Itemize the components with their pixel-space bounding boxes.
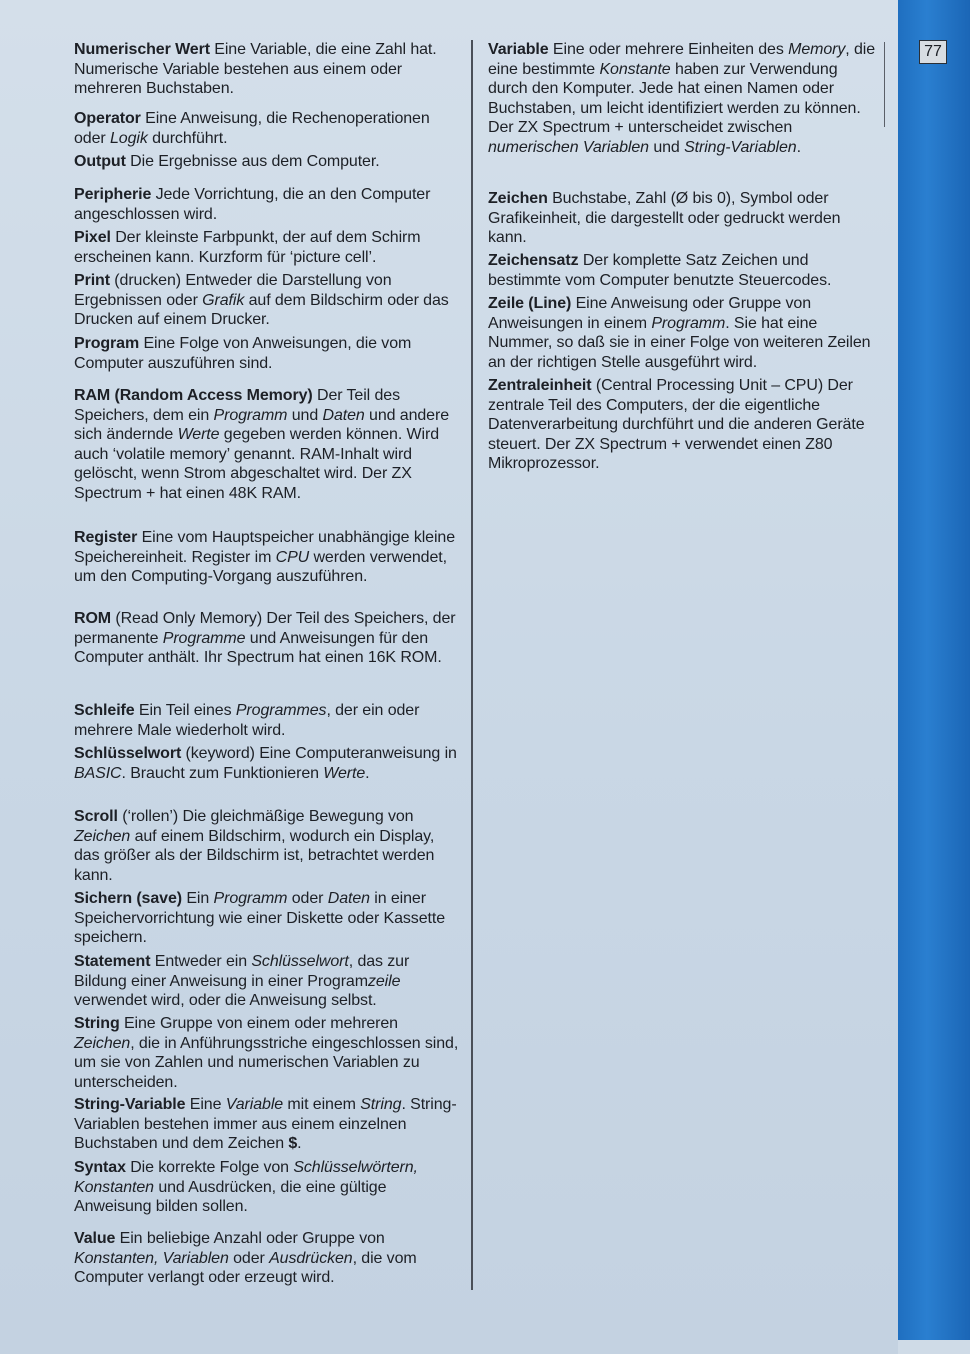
glossary-entry — [74, 228, 462, 267]
definition-text: (drucken) Entweder die Darstellung von Ergebnissen oder — [74, 272, 392, 309]
glossary-term: Scroll — [74, 808, 118, 825]
glossary-term: Zeichen — [488, 190, 548, 207]
glossary-entry — [74, 40, 462, 99]
definition-text: Buchstabe, Zahl (Ø bis 0), Symbol oder Grafikeinheit, die dargestellt oder gedruckt werden kann. — [488, 190, 841, 247]
definition-text: . — [365, 764, 370, 782]
cross-reference: Konstante — [599, 60, 671, 78]
cross-reference: Daten — [327, 890, 370, 907]
cross-reference: Werte — [177, 426, 220, 444]
definition-text: , der ein oder mehrere Male wiederholt wird. — [74, 702, 420, 739]
definition-text: und Ausdrücken, die eine gültige Anweisung bilden sollen. — [74, 1178, 387, 1216]
cross-reference: CPU — [275, 548, 310, 566]
definition-text: , die vom Computer verlangt oder erzeugt wird. — [74, 1249, 417, 1287]
glossary-entry — [74, 1158, 462, 1217]
glossary-term: Variable — [488, 41, 549, 58]
definition-text: haben zur Verwendung durch den Komputer. Jede hat einen Namen oder Buchstaben, um leicht identifiziert werden zu können. Der ZX Spectrum + unterscheidet zwischen — [488, 60, 861, 137]
definition-text: . Braucht zum Funktionieren — [121, 764, 324, 782]
definition-text: Entweder ein — [150, 953, 252, 970]
cross-reference: Programm — [213, 406, 288, 424]
glossary-term: Statement — [74, 953, 151, 970]
definition-text: Eine vom Hauptspeicher unabhängige kleine Speichereinheit. Register im — [74, 529, 456, 566]
definition-text: Ein beliebige Anzahl oder Gruppe von — [115, 1230, 385, 1247]
definition-text: und — [648, 138, 685, 156]
cross-reference: Konstanten, Variablen — [74, 1249, 229, 1267]
glossary-entry — [488, 294, 878, 372]
glossary-entry — [74, 889, 462, 948]
glossary-entry — [74, 1014, 462, 1092]
definition-text: werden verwendet, um den Computing-Vorgang auszuführen. — [74, 548, 447, 586]
glossary-term: Zentraleinheit — [488, 377, 592, 394]
definition-text: (keyword) Eine Computeranweisung in — [181, 745, 457, 762]
cross-reference: Werte — [323, 764, 366, 782]
cross-reference: Memory — [788, 41, 846, 58]
definition-text: auf dem Bildschirm oder das Drucken auf einem Drucker. — [74, 291, 449, 329]
glossary-entry — [488, 189, 878, 248]
glossary-entry — [74, 701, 462, 740]
glossary-term: Sichern (save) — [74, 890, 182, 907]
glossary-entry — [74, 109, 462, 148]
definition-text: auf einem Bildschirm, wodurch ein Display, das größer als der Bildschirm ist, betrachtet werden kann. — [74, 827, 435, 884]
glossary-term: String — [74, 1015, 120, 1032]
definition-text: Eine Anweisung oder Gruppe von Anweisungen in einem — [488, 295, 811, 332]
cross-reference: Daten — [322, 406, 365, 424]
cross-reference: numerischen Variablen — [488, 138, 649, 156]
definition-text: . Sie hat eine Nummer, so daß sie in einer Folge von weiteren Zeilen an der richtigen Stelle ausgeführt wird. — [488, 314, 871, 371]
definition-text: . — [297, 1135, 302, 1153]
definition-text: (Central Processing Unit – CPU) Der zentrale Teil des Computers, der die eigentliche Datenverarbeitung durchführt und die anderen Geräte steuert. Der ZX Spectrum + verwendet einen Z80 Mikroprozessor. — [488, 377, 865, 473]
cross-reference: Programme — [162, 629, 246, 647]
definition-text: , die in Anführungsstriche eingeschlossen sind, um sie von Zahlen und numerischen Variablen zu unterscheiden. — [74, 1034, 459, 1091]
definition-text: Der komplette Satz Zeichen und bestimmte vom Computer benutzte Steuercodes. — [488, 252, 832, 289]
glossary-term: Output — [74, 153, 126, 170]
glossary-term: Schlüsselwort — [74, 745, 182, 762]
definition-text: Eine Anweisung, die Rechenoperationen oder — [74, 110, 430, 147]
cross-reference: Variable — [225, 1096, 284, 1113]
definition-text: Ein Teil eines — [134, 702, 236, 719]
definition-text: . String-Variablen bestehen immer aus einem einzelnen Buchstaben und dem Zeichen — [74, 1096, 457, 1153]
glossary-entry — [74, 744, 462, 783]
definition-text: Die Ergebnisse aus dem Computer. — [125, 153, 380, 170]
cross-reference: Programm — [651, 314, 726, 332]
glossary-entry — [74, 185, 462, 224]
cross-reference: String — [360, 1096, 402, 1113]
glossary-entry — [74, 271, 462, 330]
glossary-entry — [74, 152, 462, 172]
definition-text: , die eine bestimmte — [488, 41, 876, 78]
glossary-term: Register — [74, 529, 138, 546]
cross-reference: Logik — [109, 129, 148, 147]
glossary-term: Program — [74, 335, 140, 352]
cross-reference: Zeichen — [74, 1034, 131, 1052]
column-divider — [471, 40, 473, 1290]
definition-text: durchführt. — [147, 129, 228, 147]
glossary-entry — [74, 1095, 462, 1154]
definition-text: Der kleinste Farbpunkt, der auf dem Schirm erscheinen kann. Kurzform für ‘picture cell’. — [74, 229, 421, 266]
cross-reference: Grafik — [202, 291, 245, 309]
glossary-entry — [74, 1229, 462, 1288]
glossary-term: $ — [288, 1135, 298, 1153]
cross-reference: Programm — [213, 890, 288, 907]
definition-text: Eine Gruppe von einem oder mehreren — [119, 1015, 398, 1032]
definition-text: Ein — [181, 890, 214, 907]
definition-text: Jede Vorrichtung, die an den Computer angeschlossen wird. — [74, 186, 431, 223]
glossary-term: Syntax — [74, 1159, 126, 1176]
definition-text: (Read Only Memory) Der Teil des Speichers, der permanente — [74, 610, 456, 647]
definition-text: , das zur Bildung einer Anweisung in einer Program — [74, 953, 410, 990]
cross-reference: BASIC — [74, 764, 122, 782]
definition-text: und Anweisungen für den Computer anthält. Ihr Spectrum hat einen 16K ROM. — [74, 629, 442, 667]
definition-text: verwendet wird, oder die Anweisung selbst. — [74, 992, 377, 1010]
glossary-entry — [488, 40, 878, 158]
glossary-term: Numerischer Wert — [74, 41, 210, 58]
cross-reference: String-Variablen — [684, 138, 797, 156]
definition-text: oder — [287, 890, 328, 907]
definition-text: (‘rollen’) Die gleichmäßige Bewegung von — [117, 808, 414, 825]
definition-text: Der Teil des Speichers, dem ein — [74, 387, 400, 424]
glossary-entry — [74, 952, 462, 1011]
glossary-entry — [74, 334, 462, 373]
glossary-term: Zeichensatz — [488, 252, 579, 269]
definition-text: Eine oder mehrere Einheiten des — [548, 41, 789, 58]
glossary-entry — [74, 807, 462, 885]
cross-reference: Programmes — [235, 702, 327, 719]
glossary-term: Value — [74, 1230, 116, 1247]
definition-text: oder — [228, 1249, 270, 1267]
glossary-term: Zeile (Line) — [488, 295, 572, 312]
glossary-entry — [488, 251, 878, 290]
cross-reference: Zeichen — [74, 827, 131, 845]
glossary-term: ROM — [74, 610, 112, 627]
cross-reference: Schlüsselwörtern, Konstanten — [74, 1159, 418, 1196]
definition-text: Eine Variable, die eine Zahl hat. Numerische Variable bestehen aus einem oder mehreren Buchstaben. — [74, 41, 437, 98]
definition-text: Die korrekte Folge von — [125, 1159, 294, 1176]
definition-text: gegeben werden können. Wird auch ‘volatile memory’ genannt. RAM-Inhalt wird gelöscht, wenn Strom abgeschaltet wird. Der ZX Spectrum + hat einen 48K RAM. — [74, 426, 440, 502]
glossary-term: Schleife — [74, 702, 135, 719]
glossary-term: Pixel — [74, 229, 111, 246]
page-number: 77 — [919, 40, 947, 64]
glossary-term: Operator — [74, 110, 141, 127]
glossary-entry — [74, 609, 462, 668]
definition-text: Eine — [185, 1096, 226, 1113]
cross-reference: Schlüsselwort — [251, 953, 349, 970]
glossary-entry — [488, 376, 878, 474]
glossary-entry — [74, 386, 462, 504]
cross-reference: Ausdrücken — [269, 1249, 353, 1267]
cross-reference: zeile — [367, 972, 401, 990]
glossary-term: RAM (Random Access Memory) — [74, 387, 313, 404]
glossary-term: String-Variable — [74, 1096, 186, 1113]
page-edge-blue-strip — [898, 0, 970, 1340]
margin-rule — [884, 42, 885, 127]
glossary-term: Peripherie — [74, 186, 152, 203]
definition-text: in einer Speichervorrichtung wie einer Diskette oder Kassette speichern. — [74, 890, 445, 947]
glossary-entry — [74, 528, 462, 587]
definition-text: Eine Folge von Anweisungen, die vom Computer auszuführen sind. — [74, 335, 412, 372]
definition-text: und — [287, 406, 323, 424]
definition-text: und andere sich ändernde — [74, 406, 450, 444]
definition-text: mit einem — [283, 1096, 361, 1113]
definition-text: . — [796, 138, 801, 156]
glossary-term: Print — [74, 272, 110, 289]
